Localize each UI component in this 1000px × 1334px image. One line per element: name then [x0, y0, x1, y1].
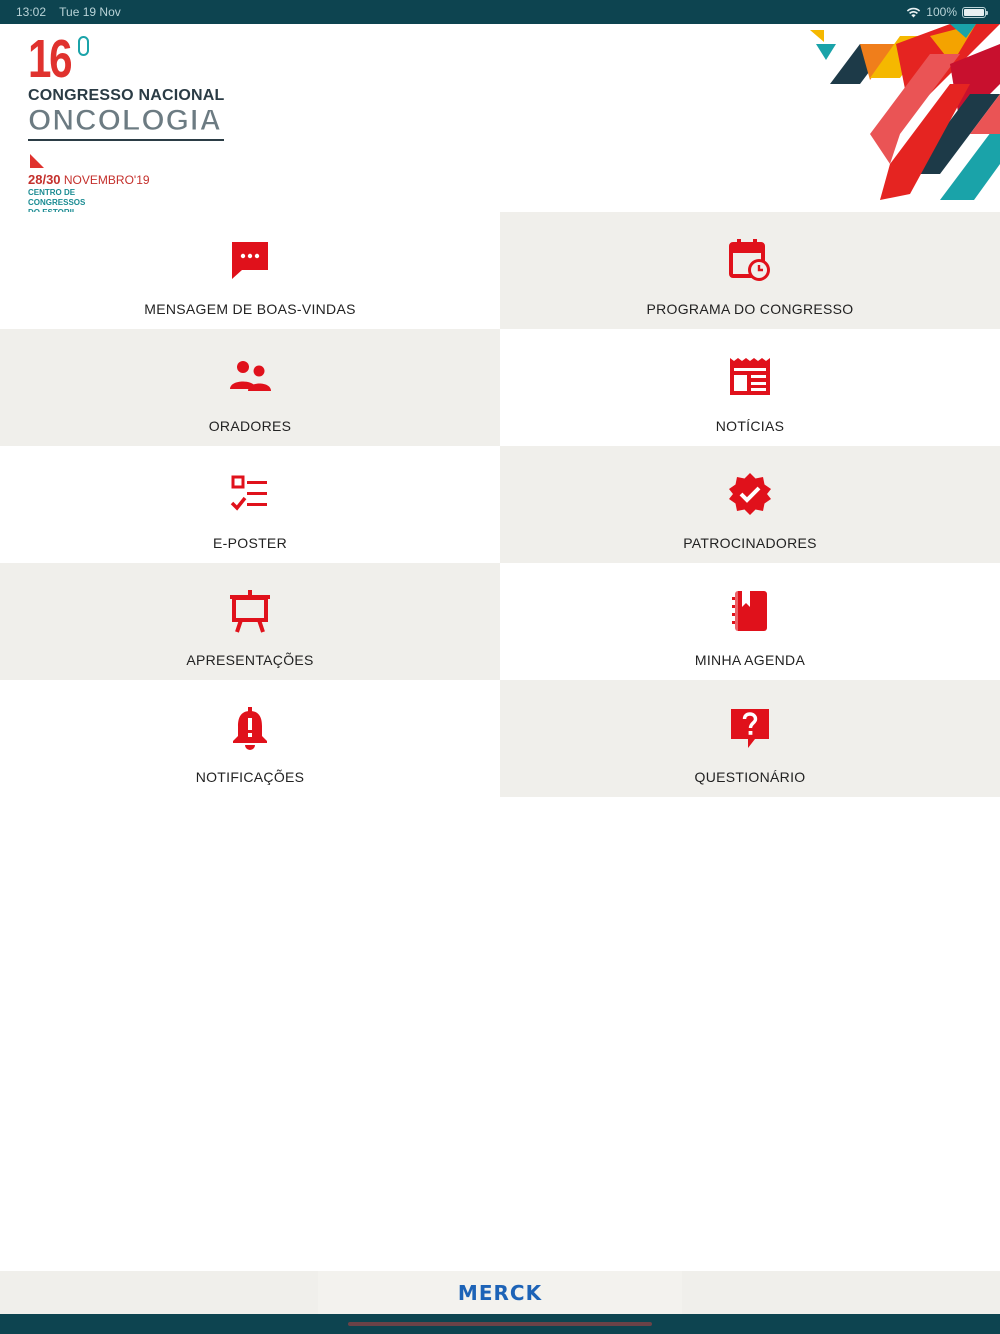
tile-notificacoes[interactable]	[0, 680, 500, 797]
sponsor-banner[interactable]	[318, 1271, 682, 1314]
logo-ordinal-mark	[78, 36, 89, 56]
tile-label: NOTÍCIAS	[715, 418, 785, 434]
sponsor-logo: MERCK	[457, 1280, 543, 1305]
status-left	[16, 5, 131, 19]
tile-label: QUESTIONÁRIO	[694, 769, 806, 785]
tile-e-poster[interactable]	[0, 446, 500, 563]
tile-minha-agenda[interactable]	[500, 563, 1000, 680]
tile-label: MENSAGEM DE BOAS-VINDAS	[144, 301, 356, 317]
question-bubble-icon	[728, 706, 772, 750]
logo-title-line1: CONGRESSO NACIONAL	[28, 87, 225, 104]
tile-noticias[interactable]	[500, 329, 1000, 446]
decorative-shapes	[800, 24, 1000, 200]
congress-logo	[28, 29, 248, 207]
tile-oradores[interactable]	[0, 329, 500, 446]
newspaper-icon	[728, 355, 772, 399]
battery-fill	[964, 9, 984, 16]
battery-percent: 100%	[926, 5, 957, 19]
tile-label: PATROCINADORES	[683, 535, 817, 551]
logo-date-month: NOVEMBRO'19	[63, 173, 150, 187]
tile-label: NOTIFICAÇÕES	[195, 769, 305, 785]
tile-patrocinadores[interactable]	[500, 446, 1000, 563]
tile-mensagem-de-boas-vindas[interactable]	[0, 212, 500, 329]
wifi-icon	[906, 7, 921, 18]
menu-grid	[0, 212, 1000, 797]
battery-icon	[962, 7, 986, 18]
logo-underline	[28, 139, 224, 141]
tile-questionario[interactable]	[500, 680, 1000, 797]
status-date: Tue 19 Nov	[59, 5, 121, 19]
logo-date-days: 28/30	[28, 172, 61, 187]
header	[0, 24, 1000, 212]
status-bar	[0, 0, 1000, 24]
logo-date	[28, 172, 150, 187]
status-right	[906, 5, 986, 19]
chat-bubble-icon	[228, 238, 272, 282]
status-time: 13:02	[16, 5, 47, 19]
tile-label: PROGRAMA DO CONGRESSO	[646, 301, 854, 317]
logo-triangle-icon	[30, 154, 44, 168]
tile-programa-do-congresso[interactable]	[500, 212, 1000, 329]
logo-edition-number: 16	[28, 29, 71, 89]
tile-apresentacoes[interactable]	[0, 563, 500, 680]
tile-label: APRESENTAÇÕES	[186, 652, 314, 668]
logo-venue-line1: CENTRO DE CONGRESSOS	[28, 188, 86, 207]
logo-title-line2: ONCOLOGIA	[28, 104, 222, 137]
checklist-icon	[228, 472, 272, 516]
home-indicator[interactable]	[348, 1322, 652, 1326]
easel-icon	[228, 589, 272, 633]
calendar-clock-icon	[728, 238, 772, 282]
people-icon	[228, 355, 272, 399]
tile-label: MINHA AGENDA	[694, 652, 806, 668]
tile-label: E-POSTER	[213, 535, 287, 551]
tile-label: ORADORES	[208, 418, 292, 434]
bell-alert-icon	[228, 706, 272, 750]
notebook-icon	[728, 589, 772, 633]
footer	[0, 1271, 1000, 1314]
verified-badge-icon	[728, 472, 772, 516]
